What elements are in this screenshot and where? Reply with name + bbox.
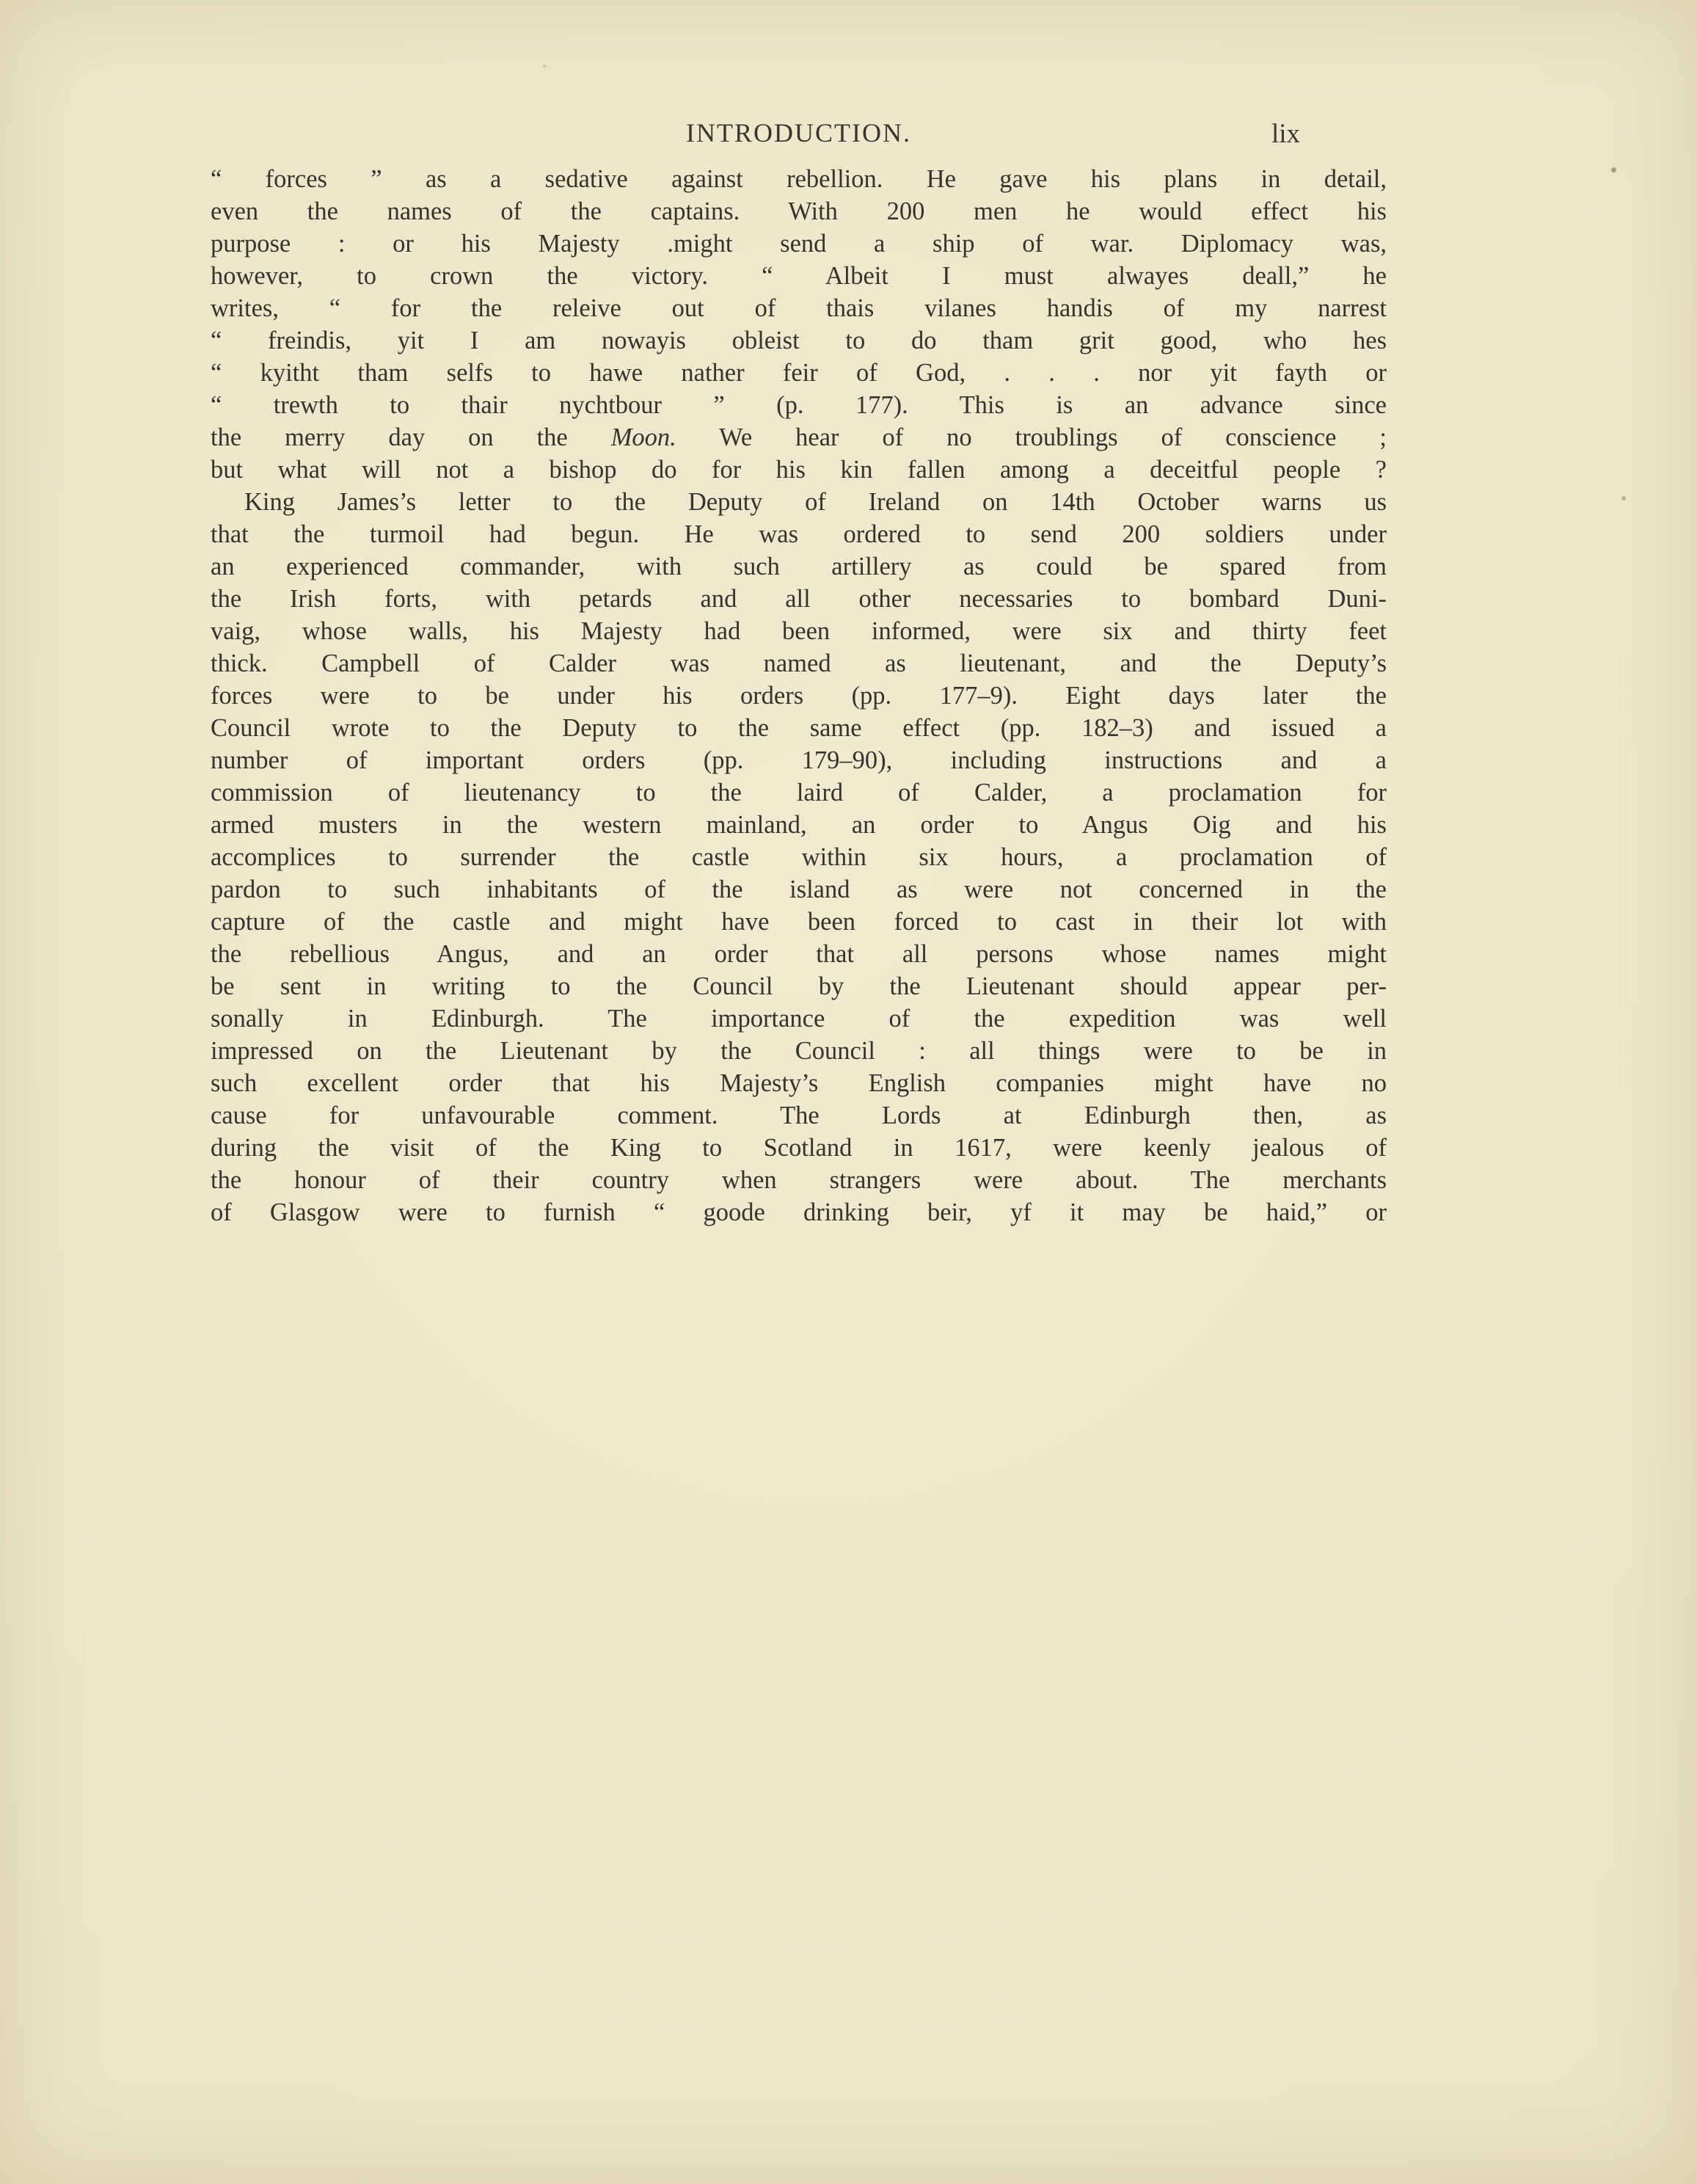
- text-line: that the turmoil had begun. He was ordered to send 200 soldiers under: [211, 520, 1387, 548]
- text-line: commission of lieutenancy to the laird of Calder, a proclamation for: [211, 779, 1387, 807]
- text-line: accomplices to surrender the castle within six hours, a proclamation of: [211, 843, 1387, 871]
- italic-word: Moon.: [610, 423, 676, 451]
- text-line: number of important orders (pp. 179–90), including instructions and a: [211, 746, 1387, 774]
- text-segment: We hear of no troublings of conscience ;: [676, 423, 1387, 451]
- text-line: the rebellious Angus, and an order that all persons whose names might: [211, 940, 1387, 968]
- text-block: [211, 163, 1387, 1228]
- text-line: such excellent order that his Majesty’s English companies might have no: [211, 1069, 1387, 1097]
- text-line: but what will not a bishop do for his kin fallen among a deceitful people ?: [211, 456, 1387, 484]
- text-line: Council wrote to the Deputy to the same effect (pp. 182–3) and issued a: [211, 714, 1387, 742]
- text-line: capture of the castle and might have been forced to cast in their lot with: [211, 908, 1387, 936]
- text-line: [211, 421, 1387, 454]
- text-line: be sent in writing to the Council by the Lieutenant should appear per-: [211, 972, 1387, 1000]
- scan-speck: [1621, 496, 1626, 500]
- text-line: an experienced commander, with such artillery as could be spared from: [211, 553, 1387, 580]
- text-line: “ trewth to thair nychtbour ” (p. 177). This is an advance since: [211, 391, 1387, 419]
- paragraph: [211, 486, 1387, 1228]
- scan-speck: [543, 65, 547, 68]
- page-number: lix: [1271, 119, 1300, 149]
- text-line: the Irish forts, with petards and all other necessaries to bombard Duni-: [211, 585, 1387, 613]
- paragraph: [211, 163, 1387, 486]
- scan-speck: [1611, 167, 1616, 172]
- text-segment: the merry day on the: [211, 423, 611, 451]
- text-line: armed musters in the western mainland, an order to Angus Oig and his: [211, 811, 1387, 839]
- text-line: sonally in Edinburgh. The importance of the expedition was well: [211, 1005, 1387, 1033]
- text-line: forces were to be under his orders (pp. 177–9). Eight days later the: [211, 682, 1387, 710]
- text-line: impressed on the Lieutenant by the Council : all things were to be in: [211, 1037, 1387, 1065]
- text-line: however, to crown the victory. “ Albeit I must alwayes deall,” he: [211, 262, 1387, 290]
- text-line: writes, “ for the releive out of thais vilanes handis of my narrest: [211, 294, 1387, 322]
- text-line: thick. Campbell of Calder was named as lieutenant, and the Deputy’s: [211, 649, 1387, 677]
- running-head: INTRODUCTION.: [686, 118, 911, 148]
- text-line: cause for unfavourable comment. The Lords at Edinburgh then, as: [211, 1102, 1387, 1129]
- text-line: King James’s letter to the Deputy of Ireland on 14th October warns us: [244, 488, 1387, 516]
- text-line: “ forces ” as a sedative against rebellion. He gave his plans in detail,: [211, 165, 1387, 193]
- page-content: [211, 117, 1387, 1228]
- text-line: “ freindis, yit I am nowayis obleist to do tham grit good, who hes: [211, 327, 1387, 354]
- text-line: the honour of their country when strangers were about. The merchants: [211, 1166, 1387, 1194]
- text-line: pardon to such inhabitants of the island as were not concerned in the: [211, 876, 1387, 903]
- text-line: even the names of the captains. With 200 men he would effect his: [211, 197, 1387, 225]
- text-line: purpose : or his Majesty .might send a ship of war. Diplomacy was,: [211, 230, 1387, 258]
- text-line: “ kyitht tham selfs to hawe nather feir of God, . . . nor yit fayth or: [211, 359, 1387, 387]
- page-header: [211, 117, 1387, 157]
- text-line: during the visit of the King to Scotland in 1617, were keenly jealous of: [211, 1134, 1387, 1162]
- text-line: vaig, whose walls, his Majesty had been informed, were six and thirty feet: [211, 617, 1387, 645]
- text-line: of Glasgow were to furnish “ goode drinking beir, yf it may be haid,” or: [211, 1198, 1387, 1226]
